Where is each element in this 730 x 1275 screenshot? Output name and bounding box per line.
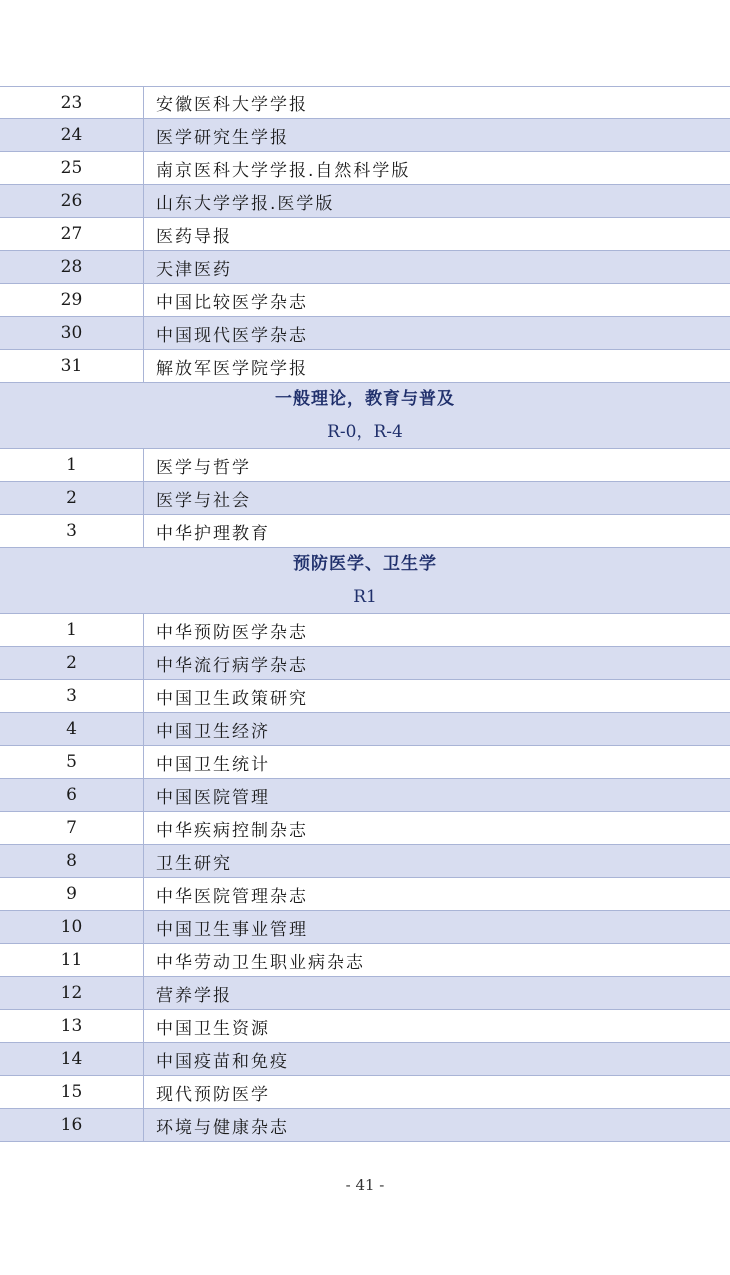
journal-name: 营养学报 xyxy=(156,985,232,1006)
journal-name: 环境与健康杂志 xyxy=(156,1117,289,1138)
table-row xyxy=(0,515,730,548)
row-number: 30 xyxy=(0,317,144,349)
table-row xyxy=(0,185,730,218)
row-number: 11 xyxy=(0,944,144,976)
row-number: 7 xyxy=(0,812,144,844)
section-code: R-0，R-4 xyxy=(327,421,403,442)
journal-name: 现代预防医学 xyxy=(156,1084,270,1105)
table-row xyxy=(0,845,730,878)
journal-name: 中国卫生政策研究 xyxy=(156,688,308,709)
journal-name: 医药导报 xyxy=(156,226,232,247)
row-number: 3 xyxy=(0,680,144,712)
journal-name: 中国卫生经济 xyxy=(156,721,270,742)
journal-group-3 xyxy=(0,614,730,1142)
section-title: 预防医学、卫生学 xyxy=(293,553,437,574)
row-number: 14 xyxy=(0,1043,144,1075)
table-row xyxy=(0,713,730,746)
journal-name: 医学与社会 xyxy=(156,490,251,511)
table-row xyxy=(0,317,730,350)
table-row xyxy=(0,152,730,185)
row-number: 9 xyxy=(0,878,144,910)
row-number: 2 xyxy=(0,647,144,679)
row-number: 1 xyxy=(0,449,144,481)
row-number: 15 xyxy=(0,1076,144,1108)
table-row xyxy=(0,614,730,647)
journal-name: 中华流行病学杂志 xyxy=(156,655,308,676)
journal-name: 卫生研究 xyxy=(156,853,232,874)
journal-name: 天津医药 xyxy=(156,259,232,280)
table-row xyxy=(0,449,730,482)
table-row xyxy=(0,218,730,251)
journal-name: 中国疫苗和免疫 xyxy=(156,1051,289,1072)
page-number: - 41 - xyxy=(345,1176,385,1194)
table-row xyxy=(0,911,730,944)
table-row xyxy=(0,680,730,713)
table-row xyxy=(0,1010,730,1043)
table-row xyxy=(0,284,730,317)
section-header-general-theory xyxy=(0,383,730,449)
row-number: 2 xyxy=(0,482,144,514)
journal-name: 中国卫生统计 xyxy=(156,754,270,775)
journal-name: 中国医院管理 xyxy=(156,787,270,808)
row-number: 29 xyxy=(0,284,144,316)
section-title: 一般理论，教育与普及 xyxy=(275,388,455,409)
table-row xyxy=(0,350,730,383)
table-row xyxy=(0,746,730,779)
journal-group-2 xyxy=(0,449,730,548)
journal-name: 医学与哲学 xyxy=(156,457,251,478)
table-row xyxy=(0,119,730,152)
table-row xyxy=(0,878,730,911)
table-row xyxy=(0,1076,730,1109)
table-row xyxy=(0,647,730,680)
table-row xyxy=(0,251,730,284)
row-number: 23 xyxy=(0,87,144,118)
row-number: 3 xyxy=(0,515,144,547)
row-number: 28 xyxy=(0,251,144,283)
section-code: R1 xyxy=(353,586,377,607)
row-number: 8 xyxy=(0,845,144,877)
journal-name: 中国比较医学杂志 xyxy=(156,292,308,313)
table-row xyxy=(0,1043,730,1076)
journal-table xyxy=(0,86,730,1142)
row-number: 12 xyxy=(0,977,144,1009)
journal-group-1 xyxy=(0,86,730,383)
journal-name: 中华疾病控制杂志 xyxy=(156,820,308,841)
journal-name: 南京医科大学学报.自然科学版 xyxy=(156,160,411,181)
row-number: 5 xyxy=(0,746,144,778)
journal-name: 解放军医学院学报 xyxy=(156,358,308,379)
row-number: 31 xyxy=(0,350,144,382)
table-row xyxy=(0,482,730,515)
journal-name: 中国卫生事业管理 xyxy=(156,919,308,940)
journal-name: 中华劳动卫生职业病杂志 xyxy=(156,952,365,973)
row-number: 1 xyxy=(0,614,144,646)
journal-name: 山东大学学报.医学版 xyxy=(156,193,335,214)
row-number: 4 xyxy=(0,713,144,745)
row-number: 25 xyxy=(0,152,144,184)
row-number: 13 xyxy=(0,1010,144,1042)
section-header-preventive-medicine xyxy=(0,548,730,614)
row-number: 16 xyxy=(0,1109,144,1141)
table-row xyxy=(0,1109,730,1142)
row-number: 6 xyxy=(0,779,144,811)
journal-name: 中华预防医学杂志 xyxy=(156,622,308,643)
row-number: 10 xyxy=(0,911,144,943)
journal-name: 安徽医科大学学报 xyxy=(156,95,308,115)
table-row xyxy=(0,779,730,812)
journal-name: 中国卫生资源 xyxy=(156,1018,270,1039)
row-number: 26 xyxy=(0,185,144,217)
journal-name: 医学研究生学报 xyxy=(156,127,289,148)
journal-name: 中华护理教育 xyxy=(156,523,270,544)
table-row xyxy=(0,944,730,977)
table-row xyxy=(0,86,730,119)
table-row xyxy=(0,812,730,845)
row-number: 24 xyxy=(0,119,144,151)
journal-name: 中华医院管理杂志 xyxy=(156,886,308,907)
table-row xyxy=(0,977,730,1010)
row-number: 27 xyxy=(0,218,144,250)
journal-name: 中国现代医学杂志 xyxy=(156,325,308,346)
